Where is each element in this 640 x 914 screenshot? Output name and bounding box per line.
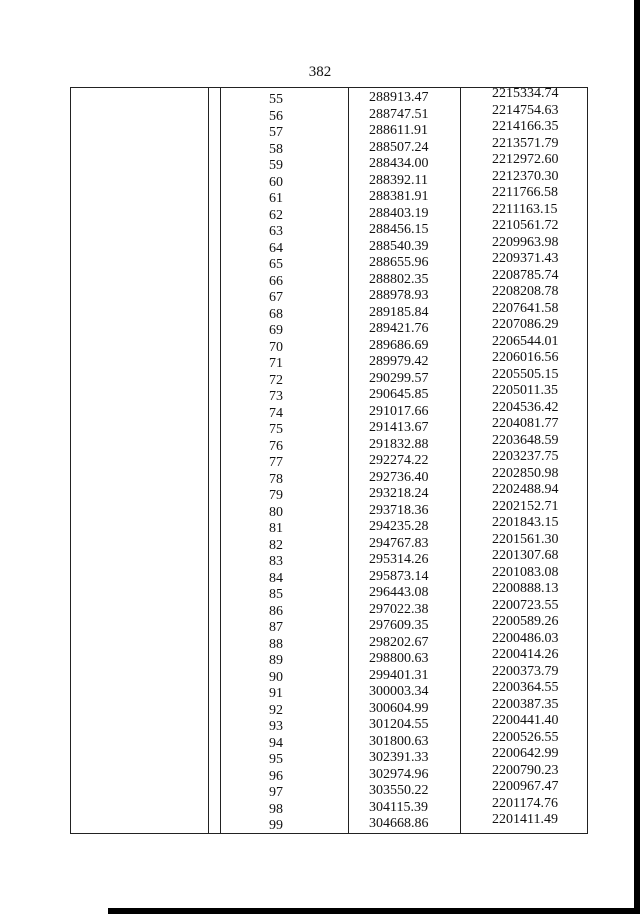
y-coordinate-cell: 2211163.15	[492, 201, 558, 217]
point-number-cell: 63	[269, 224, 283, 239]
y-coordinate-cell: 2200373.79	[492, 663, 559, 679]
x-coordinate-cell: 302391.33	[369, 750, 429, 765]
x-coordinate-cell: 301800.63	[369, 733, 429, 749]
point-number-cell: 61	[269, 191, 283, 206]
y-coordinate-cell: 2211766.58	[492, 185, 558, 200]
y-coordinate-cell: 2200387.35	[492, 696, 559, 712]
x-coordinate-cell: 288913.47	[369, 90, 429, 105]
point-number-cell: 92	[269, 702, 283, 718]
point-number-cell: 90	[269, 669, 283, 685]
point-number-cell: 65	[269, 257, 283, 272]
y-coordinate-cell: 2201083.08	[492, 564, 559, 580]
x-coordinate-cell: 288978.93	[369, 288, 429, 303]
x-coordinate-cell: 295873.14	[369, 568, 429, 584]
x-coordinate-cell: 297609.35	[369, 618, 429, 633]
y-coordinate-cell: 2200364.55	[492, 680, 559, 695]
y-coordinate-cell: 2212972.60	[492, 152, 559, 167]
y-coordinate-cell: 2200589.26	[492, 614, 559, 629]
x-coordinate-cell: 293218.24	[369, 486, 429, 501]
x-coordinate-cell: 288802.35	[369, 271, 429, 287]
x-coordinate-cell: 300003.34	[369, 684, 429, 699]
point-number-cell: 99	[269, 818, 283, 833]
x-coordinate-cell: 304668.86	[369, 816, 429, 831]
point-number-cell: 59	[269, 158, 283, 173]
point-number-cell: 72	[269, 372, 283, 388]
x-coordinate-cell: 289686.69	[369, 337, 429, 353]
scan-edge-right	[634, 0, 640, 914]
y-coordinate-cell: 2201174.76	[492, 795, 558, 811]
point-number-cell: 80	[269, 504, 283, 520]
x-coordinate-cell: 288381.91	[369, 189, 429, 204]
y-coordinate-cell: 2201843.15	[492, 515, 559, 530]
point-number-cell: 69	[269, 323, 283, 338]
y-coordinate-cell: 2210561.72	[492, 218, 559, 233]
y-coordinate-cell: 2200723.55	[492, 597, 559, 613]
y-coordinate-cell: 2213571.79	[492, 135, 559, 151]
y-coordinate-cell: 2200888.13	[492, 581, 559, 596]
x-coordinate-cell: 293718.36	[369, 502, 429, 518]
x-coordinate-cell: 288747.51	[369, 106, 429, 122]
y-coordinate-cell: 2206544.01	[492, 333, 559, 349]
point-number-cell: 55	[269, 92, 283, 107]
y-coordinate-cell: 2205505.15	[492, 366, 559, 382]
x-coordinate-cell: 288456.15	[369, 222, 429, 237]
point-number-cell: 78	[269, 471, 283, 487]
x-coordinate-cell: 298202.67	[369, 634, 429, 650]
x-coordinate-cell: 288611.91	[369, 123, 428, 138]
point-number-cell: 58	[269, 141, 283, 157]
point-number-cell: 67	[269, 290, 283, 305]
x-coordinate-cell: 294235.28	[369, 519, 429, 534]
x-coordinate-cell: 289979.42	[369, 354, 429, 369]
x-coordinate-cell: 290299.57	[369, 370, 429, 386]
y-coordinate-cell: 2202488.94	[492, 482, 559, 497]
y-coordinate-cell: 2200790.23	[492, 762, 559, 778]
point-number-cell: 74	[269, 405, 283, 421]
y-coordinate-cell: 2202850.98	[492, 465, 559, 481]
point-number-cell: 73	[269, 389, 283, 404]
x-coordinate-cell: 291017.66	[369, 403, 429, 419]
point-number-cell: 66	[269, 273, 283, 289]
x-coordinate-cell: 289185.84	[369, 304, 429, 320]
x-coordinate-cell: 303550.22	[369, 783, 429, 798]
x-coordinate-cell: 296443.08	[369, 585, 429, 600]
point-number-cell: 57	[269, 125, 283, 140]
x-coordinate-cell: 291832.88	[369, 436, 429, 452]
point-number-cell: 62	[269, 207, 283, 223]
point-number-cell: 97	[269, 785, 283, 800]
y-coordinate-cell: 2212370.30	[492, 168, 559, 184]
page-number: 382	[308, 64, 332, 80]
x-coordinate-cell: 300604.99	[369, 700, 429, 716]
y-coordinate-cell: 2200526.55	[492, 729, 559, 745]
x-coordinate-cell: 291413.67	[369, 420, 429, 435]
y-coordinate-cell: 2206016.56	[492, 350, 559, 365]
x-coordinate-cell: 301204.55	[369, 717, 429, 732]
y-coordinate-cell: 2200967.47	[492, 779, 559, 794]
x-coordinate-cell: 288392.11	[369, 172, 428, 188]
y-coordinate-cell: 2200441.40	[492, 713, 559, 728]
x-coordinate-cell: 295314.26	[369, 552, 429, 567]
y-coordinate-cell: 2200414.26	[492, 647, 559, 662]
point-number-cell: 56	[269, 108, 283, 124]
scan-edge-bottom	[108, 908, 640, 914]
y-coordinate-cell: 2214754.63	[492, 102, 559, 118]
point-number-cell: 86	[269, 603, 283, 619]
y-coordinate-cell: 2205011.35	[492, 383, 558, 398]
coordinate-table	[70, 87, 588, 834]
y-coordinate-cell: 2215334.74	[492, 86, 559, 101]
y-coordinate-cell: 2208785.74	[492, 267, 559, 283]
point-number-cell: 87	[269, 620, 283, 635]
point-number-cell: 91	[269, 686, 283, 701]
y-coordinate-cell: 2200642.99	[492, 746, 559, 761]
x-coordinate-cell: 297022.38	[369, 601, 429, 617]
y-coordinate-cell: 2209371.43	[492, 251, 559, 266]
x-coordinate-cell: 289421.76	[369, 321, 429, 336]
y-coordinate-cell: 2209963.98	[492, 234, 559, 250]
x-coordinate-cell: 288655.96	[369, 255, 429, 270]
y-coordinate-cell: 2207086.29	[492, 317, 559, 332]
y-coordinate-cell: 2201411.49	[492, 812, 558, 827]
table-row	[71, 812, 587, 833]
y-coordinate-cell: 2204081.77	[492, 416, 559, 431]
y-coordinate-cell: 2201561.30	[492, 531, 559, 547]
x-coordinate-cell: 290645.85	[369, 387, 429, 402]
point-number-cell: 76	[269, 438, 283, 454]
point-number-cell: 83	[269, 554, 283, 569]
y-coordinate-cell: 2214166.35	[492, 119, 559, 134]
point-number-cell: 93	[269, 719, 283, 734]
x-coordinate-cell: 292274.22	[369, 453, 429, 468]
x-coordinate-cell: 288507.24	[369, 139, 429, 155]
y-coordinate-cell: 2201307.68	[492, 548, 559, 563]
y-coordinate-cell: 2203648.59	[492, 432, 559, 448]
x-coordinate-cell: 288540.39	[369, 238, 429, 254]
point-number-cell: 77	[269, 455, 283, 470]
y-coordinate-cell: 2203237.75	[492, 449, 559, 464]
y-coordinate-cell: 2204536.42	[492, 399, 559, 415]
x-coordinate-cell: 299401.31	[369, 667, 429, 683]
x-coordinate-cell: 298800.63	[369, 651, 429, 666]
x-coordinate-cell: 292736.40	[369, 469, 429, 485]
point-number-cell: 88	[269, 636, 283, 652]
y-coordinate-cell: 2207641.58	[492, 300, 559, 316]
y-coordinate-cell: 2208208.78	[492, 284, 559, 299]
point-number-cell: 98	[269, 801, 283, 817]
x-coordinate-cell: 288403.19	[369, 205, 429, 221]
x-coordinate-cell: 288434.00	[369, 156, 429, 171]
y-coordinate-cell: 2202152.71	[492, 498, 559, 514]
point-number-cell: 70	[269, 339, 283, 355]
point-number-cell: 94	[269, 735, 283, 751]
point-number-cell: 68	[269, 306, 283, 322]
point-number-cell: 82	[269, 537, 283, 553]
point-number-cell: 81	[269, 521, 283, 536]
point-number-cell: 64	[269, 240, 283, 256]
point-number-cell: 85	[269, 587, 283, 602]
point-number-cell: 89	[269, 653, 283, 668]
point-number-cell: 96	[269, 768, 283, 784]
x-coordinate-cell: 302974.96	[369, 766, 429, 782]
point-number-cell: 71	[269, 356, 283, 371]
point-number-cell: 79	[269, 488, 283, 503]
point-number-cell: 95	[269, 752, 283, 767]
x-coordinate-cell: 294767.83	[369, 535, 429, 551]
point-number-cell: 75	[269, 422, 283, 437]
point-number-cell: 84	[269, 570, 283, 586]
point-number-cell: 60	[269, 174, 283, 190]
x-coordinate-cell: 304115.39	[369, 799, 428, 815]
y-coordinate-cell: 2200486.03	[492, 630, 559, 646]
